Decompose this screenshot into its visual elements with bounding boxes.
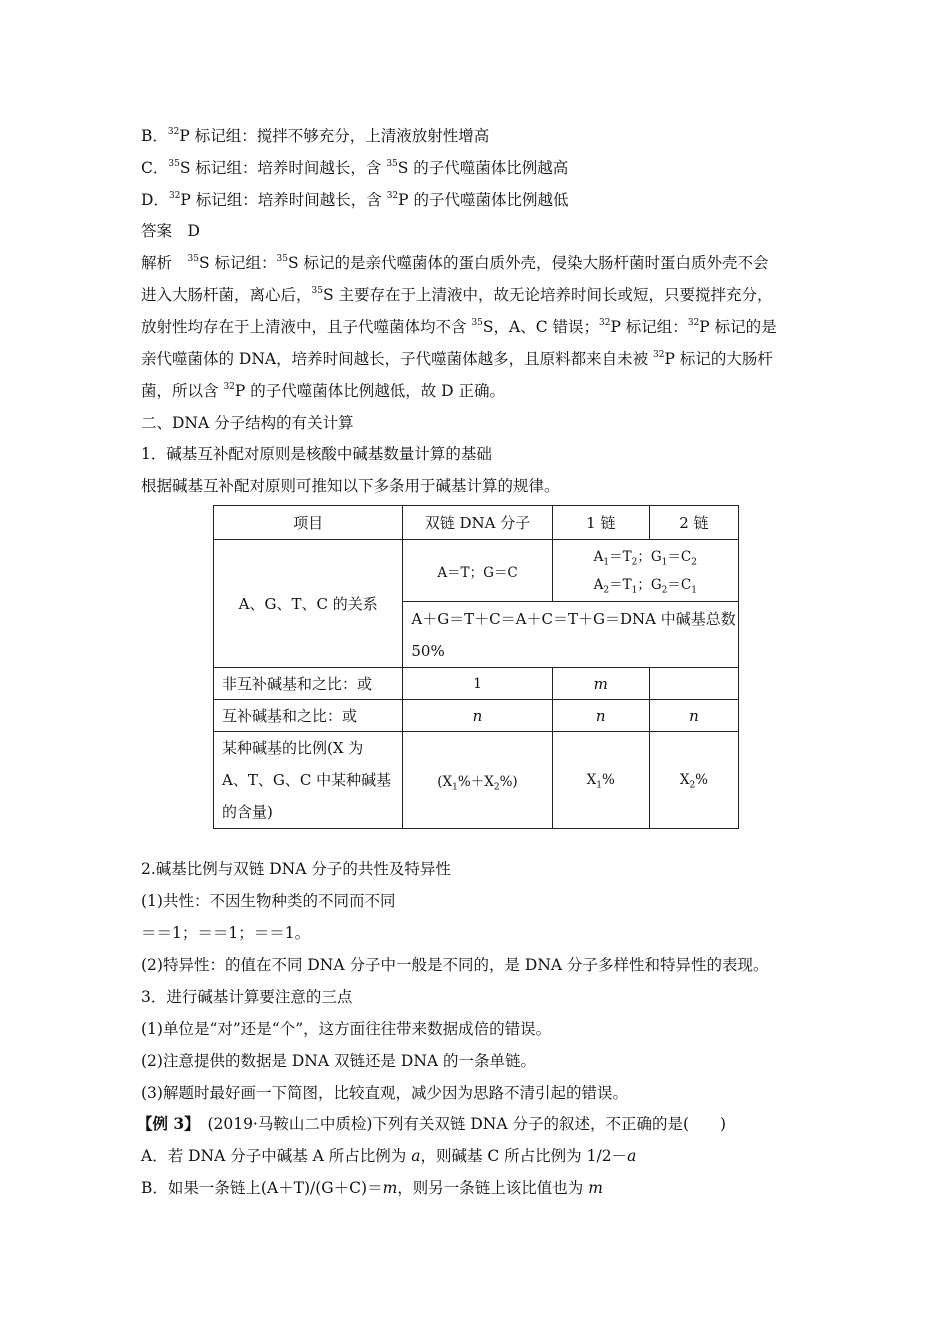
cell-text: ＝C (667, 576, 692, 593)
header-cell: 双链 DNA 分子 (403, 506, 552, 540)
option-text: ，则碱基 C 所占比例为 1/2－ (420, 1147, 628, 1165)
subscript: 1 (452, 782, 458, 793)
item-3-point-2: (2)注意提供的数据是 DNA 双链还是 DNA 的一条单链。 (141, 1052, 537, 1070)
cell-text: ；G (637, 548, 662, 565)
table-row (214, 540, 739, 602)
row-label: 互补碱基和之比：或 (214, 700, 403, 732)
option-label: D． (141, 191, 169, 209)
superscript: 32 (687, 317, 700, 328)
superscript: 32 (223, 381, 235, 392)
chain-relation-line (553, 571, 738, 599)
analysis-text: S，A、C 错误； (482, 318, 599, 336)
section-heading: 二、DNA 分子结构的有关计算 (141, 414, 354, 432)
variable: m (382, 1179, 398, 1197)
analysis-text: S 主要存在于上清液中，故无论培养时间长或短，只要搅拌充分， (322, 286, 773, 304)
analysis-line-2 (141, 285, 773, 305)
base-rules-table (213, 505, 739, 829)
table-cell: A＝T；G＝C (403, 540, 552, 602)
analysis-line-4 (141, 349, 773, 369)
option-text: P 的子代噬菌体比例越低 (398, 191, 569, 209)
cell-text: X (679, 772, 690, 788)
analysis-text: P 的子代噬菌体比例越低，故 D 正确。 (234, 382, 506, 400)
option-text: P 标记组：培养时间越长，含 (180, 191, 387, 209)
cell-text: % (695, 772, 708, 788)
example-question (137, 1114, 726, 1134)
item-3-point-1: (1)单位是“对”还是“个”，这方面往往带来数据成倍的错误。 (141, 1020, 552, 1038)
superscript: 35 (386, 158, 398, 169)
table-cell: 1 (403, 668, 552, 700)
option-text: S 标记组：培养时间越长，含 (179, 159, 387, 177)
superscript: 35 (311, 285, 323, 296)
superscript: 35 (471, 317, 483, 328)
row-label (214, 732, 403, 829)
table-cell (403, 602, 739, 668)
header-cell: 1 链 (552, 506, 649, 540)
cell-text: 50% (411, 641, 445, 660)
row-label: A、G、T、C 的关系 (214, 540, 403, 668)
subscript: 1 (691, 585, 697, 596)
option-label: C． (141, 159, 169, 177)
option-text: B．如果一条链上(A＋T)/(G＋C)＝ (141, 1179, 383, 1197)
analysis-line-5 (141, 381, 505, 401)
superscript: 32 (167, 126, 180, 137)
superscript: 35 (187, 253, 199, 264)
option-text: A．若 DNA 分子中碱基 A 所占比例为 (141, 1147, 412, 1165)
example-text: (2019·马鞍山二中质检)下列有关双链 DNA 分子的叙述，不正确的是( ) (191, 1115, 727, 1133)
option-d-top (141, 190, 569, 210)
table-row (214, 668, 739, 700)
item-1-description: 根据碱基互补配对原则可推知以下多条用于碱基计算的规律。 (141, 477, 560, 495)
cell-text: 某种碱基的比例(X 为 (222, 739, 364, 757)
subscript: 2 (691, 557, 697, 568)
table-cell (552, 540, 738, 602)
superscript: 32 (386, 190, 399, 201)
cell-text: X (586, 772, 597, 788)
subscript: 1 (603, 557, 610, 568)
item-2-specificity: (2)特异性：的值在不同 DNA 分子中一般是不同的，是 DNA 分子多样性和特异性的表现。 (141, 956, 769, 974)
superscript: 35 (168, 158, 180, 169)
subscript: 1 (631, 585, 638, 596)
cell-text: A (593, 548, 604, 565)
chain-relation-line (553, 543, 738, 571)
superscript: 32 (168, 190, 181, 201)
variable: m (588, 1179, 603, 1197)
cell-text: A (593, 576, 604, 593)
analysis-text: 进入大肠杆菌，离心后， (141, 286, 312, 304)
analysis-text: P 标记组： (610, 318, 688, 336)
cell-text: %) (499, 774, 518, 790)
analysis-text: 解析 (141, 254, 188, 272)
option-text: P 标记组：搅拌不够充分，上清液放射性增高 (179, 127, 490, 145)
option-text: S 的子代噬菌体比例越高 (397, 159, 569, 177)
cell-text: %＋X (457, 774, 494, 790)
option-c-top (141, 158, 568, 178)
header-cell: 2 链 (649, 506, 738, 540)
subscript: 2 (631, 557, 638, 568)
analysis-line-1 (141, 253, 769, 273)
option-a (141, 1146, 636, 1166)
table-header-row (214, 506, 739, 540)
row-label: 非互补碱基和之比：或 (214, 668, 403, 700)
table-cell (649, 732, 738, 829)
option-text: ，则另一条链上该比值也为 (397, 1179, 589, 1197)
table-cell (649, 668, 738, 700)
option-b (141, 1178, 603, 1198)
subscript: 2 (689, 780, 696, 791)
table-cell (552, 732, 649, 829)
option-label: B． (141, 127, 168, 145)
table-row (214, 732, 739, 829)
superscript: 35 (276, 253, 288, 264)
superscript: 32 (599, 317, 611, 328)
option-b-top (141, 126, 489, 146)
answer-line: 答案 D (141, 222, 200, 240)
cell-text: A＋G＝T＋C＝A＋C＝T＋G＝DNA 中碱基总数 (411, 609, 736, 628)
variable: a (627, 1147, 637, 1165)
analysis-text: P 标记的大肠杆 (664, 350, 773, 368)
analysis-line-3 (141, 317, 777, 337)
cell-text: ＝C (667, 548, 692, 565)
item-2-heading: 2.碱基比例与双链 DNA 分子的共性及特异性 (141, 860, 451, 878)
cell-text: 的含量) (222, 803, 273, 821)
analysis-text: 菌，所以含 (141, 382, 224, 400)
item-2-equations: ＝＝1；＝＝1；＝＝1。 (141, 924, 311, 942)
analysis-text: P 标记的是 (699, 318, 777, 336)
cell-text: ＝T (609, 576, 632, 593)
subscript: 2 (603, 585, 610, 596)
item-1-heading: 1．碱基互补配对原则是核酸中碱基数量计算的基础 (141, 445, 492, 463)
cell-text: ＝T (609, 548, 632, 565)
cell-text: ；G (637, 576, 662, 593)
item-3-heading: 3．进行碱基计算要注意的三点 (141, 988, 353, 1006)
cell-text: % (601, 772, 615, 788)
cell-text: (X (437, 774, 453, 790)
item-3-point-3: (3)解题时最好画一下简图，比较直观，减少因为思路不清引起的错误。 (141, 1084, 628, 1102)
analysis-text: 放射性均存在于上清液中，且子代噬菌体均不含 (141, 318, 472, 336)
superscript: 32 (653, 349, 665, 360)
table-cell: n (403, 700, 552, 732)
analysis-text: S 标记的是亲代噬菌体的蛋白质外壳，侵染大肠杆菌时蛋白质外壳不会 (287, 254, 769, 272)
cell-text: A、T、G、C 中某种碱基 (222, 771, 392, 789)
subscript: 1 (596, 780, 602, 791)
variable: a (411, 1147, 421, 1165)
example-tag: 【例 3】 (137, 1114, 192, 1133)
analysis-text: 亲代噬菌体的 DNA，培养时间越长，子代噬菌体越多，且原料都来自未被 (141, 350, 654, 368)
table-cell: m (552, 668, 649, 700)
subscript: 2 (493, 782, 500, 793)
table-cell: n (552, 700, 649, 732)
analysis-text: S 标记组： (198, 254, 277, 272)
table-row (214, 700, 739, 732)
table-cell: n (649, 700, 738, 732)
header-cell: 项目 (214, 506, 403, 540)
subscript: 1 (661, 557, 668, 568)
table-cell (403, 732, 552, 829)
subscript: 2 (661, 585, 668, 596)
item-2-commonality: (1)共性：不因生物种类的不同而不同 (141, 892, 396, 910)
